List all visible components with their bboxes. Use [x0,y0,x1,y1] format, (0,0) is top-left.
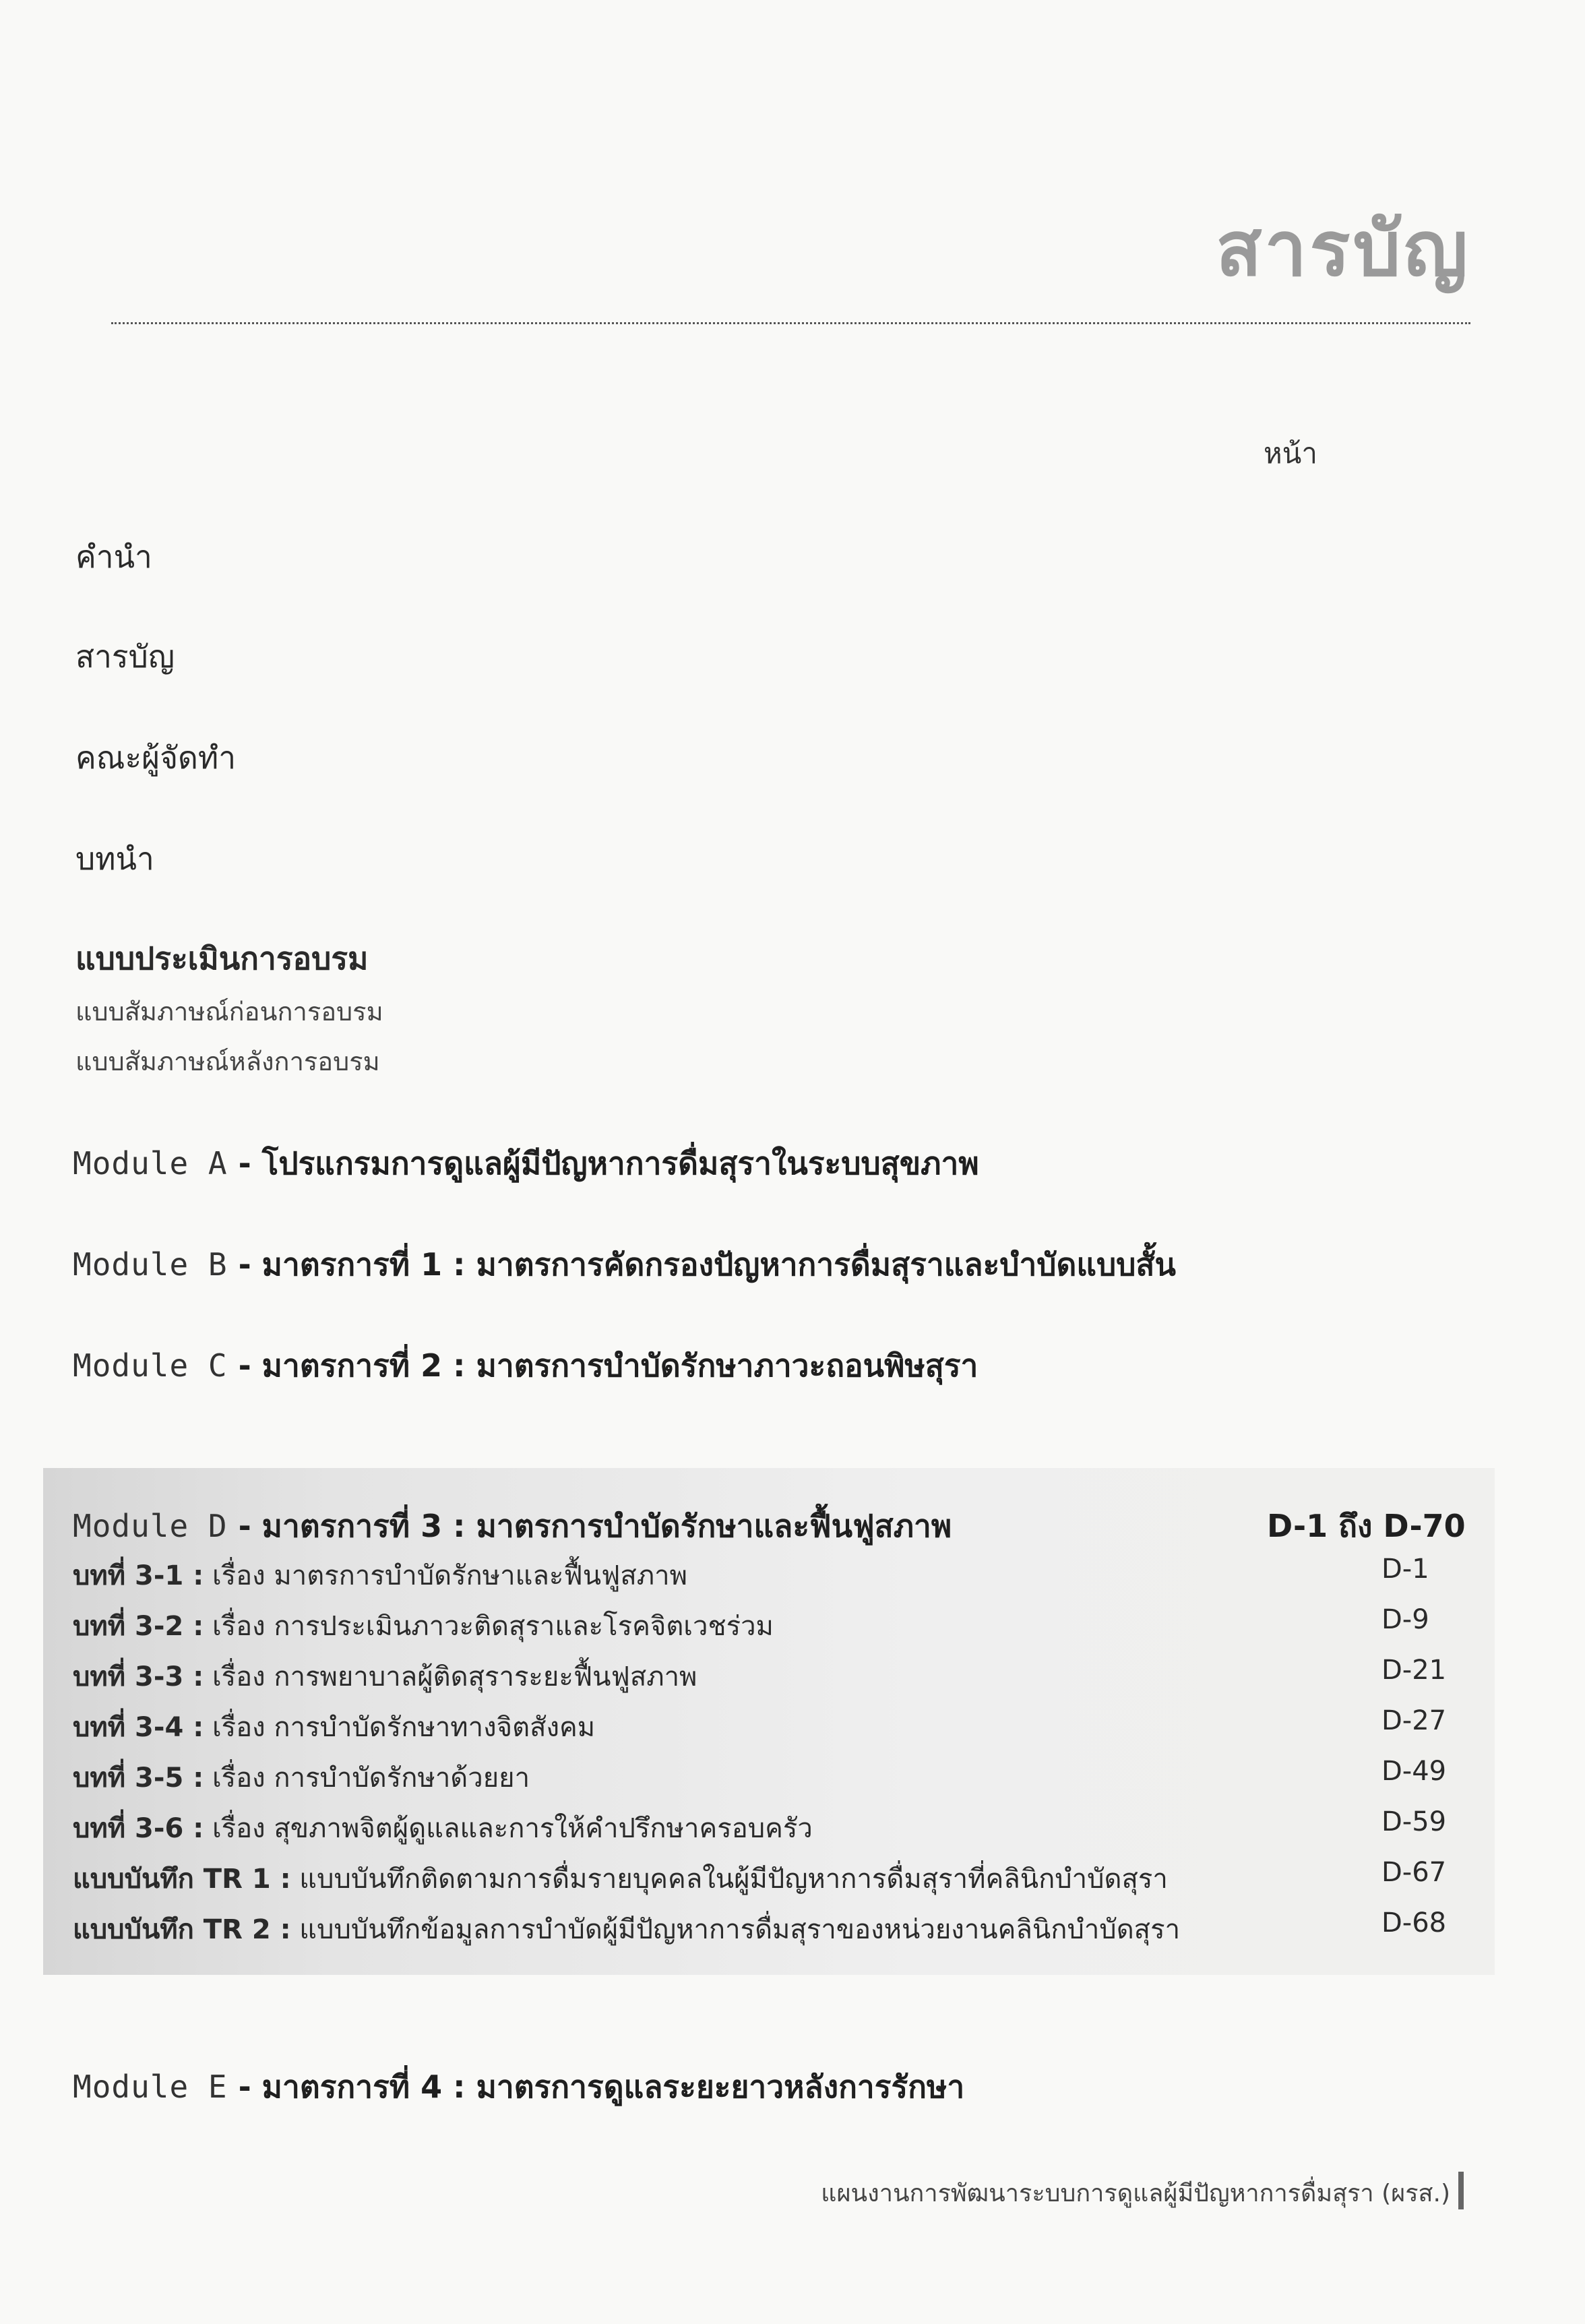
chapter-page: D-21 [1381,1655,1447,1686]
module-e-name: Module E [73,2069,228,2105]
record-form-title: แบบบันทึกข้อมูลการบำบัดผู้มีปัญหาการดื่มสุราของหน่วยงานคลินิกบำบัดสุรา [299,1914,1181,1945]
toc-module-a [73,1139,979,1188]
module-a-title: - โปรแกรมการดูแลผู้มีปัญหาการดื่มสุราในระบบสุขภาพ [238,1145,979,1182]
toc-module-b [73,1240,1176,1289]
module-e-title: - มาตรการที่ 4 : มาตรการดูแลระยะยาวหลังการรักษา [238,2069,965,2105]
toc-entry-foreword: คำนำ [75,539,152,575]
toc-module-e [73,2062,964,2112]
chapter-page: D-9 [1381,1604,1429,1635]
toc-module-d [73,1502,952,1551]
toc-subentry-pre-interview: แบบสัมภาษณ์ก่อนการอบรม [75,997,383,1027]
toc-record-form-row [73,1857,1168,1900]
page-title: สารบัญ [1216,206,1470,293]
record-form-label: แบบบันทึก TR 2 : [73,1914,291,1945]
chapter-title: เรื่อง การบำบัดรักษาทางจิตสังคม [212,1712,596,1743]
toc-module-c [73,1341,978,1390]
record-form-title: แบบบันทึกติดตามการดื่มรายบุคคลในผู้มีปัญหาการดื่มสุราที่คลินิกบำบัดสุรา [299,1864,1168,1895]
module-c-title: - มาตรการที่ 2 : มาตรการบำบัดรักษาภาวะถอนพิษสุรา [238,1347,978,1384]
chapter-page: D-49 [1381,1756,1447,1787]
toc-chapter-row [73,1806,813,1849]
toc-record-form-row [73,1907,1180,1951]
title-dotted-rule [111,322,1470,324]
toc-chapter-row [73,1705,595,1748]
chapter-page: D-27 [1381,1705,1447,1736]
toc-chapter-row [73,1604,774,1647]
toc-chapter-row [73,1756,530,1799]
module-d-page-range: D-1 ถึง D-70 [1267,1508,1466,1544]
chapter-label: บทที่ 3-1 : [73,1560,204,1591]
module-d-title: - มาตรการที่ 3 : มาตรการบำบัดรักษาและฟื้นฟูสภาพ [238,1508,952,1544]
footer-text: แผนงานการพัฒนาระบบการดูแลผู้มีปัญหาการดื่มสุรา (ผรส.) [821,2180,1450,2207]
module-d-name: Module D [73,1508,228,1544]
record-form-label: แบบบันทึก TR 1 : [73,1864,291,1895]
chapter-title: เรื่อง สุขภาพจิตผู้ดูแลและการให้คำปรึกษาครอบครัว [212,1813,813,1844]
chapter-label: บทที่ 3-3 : [73,1661,204,1692]
module-b-title: - มาตรการที่ 1 : มาตรการคัดกรองปัญหาการดื่มสุราและบำบัดแบบสั้น [238,1246,1176,1283]
chapter-label: บทที่ 3-5 : [73,1763,204,1794]
toc-entry-introduction: บทนำ [75,840,154,877]
chapter-label: บทที่ 3-2 : [73,1611,204,1642]
toc-entry-evaluation: แบบประเมินการอบรม [75,940,369,977]
toc-entry-contents: สารบัญ [75,638,175,675]
chapter-title: เรื่อง การบำบัดรักษาด้วยยา [212,1763,530,1794]
record-form-page: D-68 [1381,1907,1447,1938]
chapter-title: เรื่อง การประเมินภาวะติดสุราและโรคจิตเวชร่วม [212,1611,774,1642]
record-form-page: D-67 [1381,1857,1447,1888]
toc-entry-authors: คณะผู้จัดทำ [75,739,237,776]
toc-subentry-post-interview: แบบสัมภาษณ์หลังการอบรม [75,1047,380,1076]
footer-bar [1458,2172,1464,2209]
module-a-name: Module A [73,1145,228,1182]
chapter-label: บทที่ 3-4 : [73,1712,204,1743]
module-b-name: Module B [73,1246,228,1283]
chapter-page: D-1 [1381,1554,1429,1585]
chapter-label: บทที่ 3-6 : [73,1813,204,1844]
chapter-title: เรื่อง การพยาบาลผู้ติดสุราระยะฟื้นฟูสภาพ [212,1661,697,1692]
page-column-label: หน้า [1264,437,1317,470]
chapter-page: D-59 [1381,1806,1447,1837]
toc-chapter-row [73,1655,697,1698]
chapter-title: เรื่อง มาตรการบำบัดรักษาและฟื้นฟูสภาพ [212,1560,687,1591]
toc-chapter-row [73,1554,687,1597]
module-c-name: Module C [73,1347,228,1384]
